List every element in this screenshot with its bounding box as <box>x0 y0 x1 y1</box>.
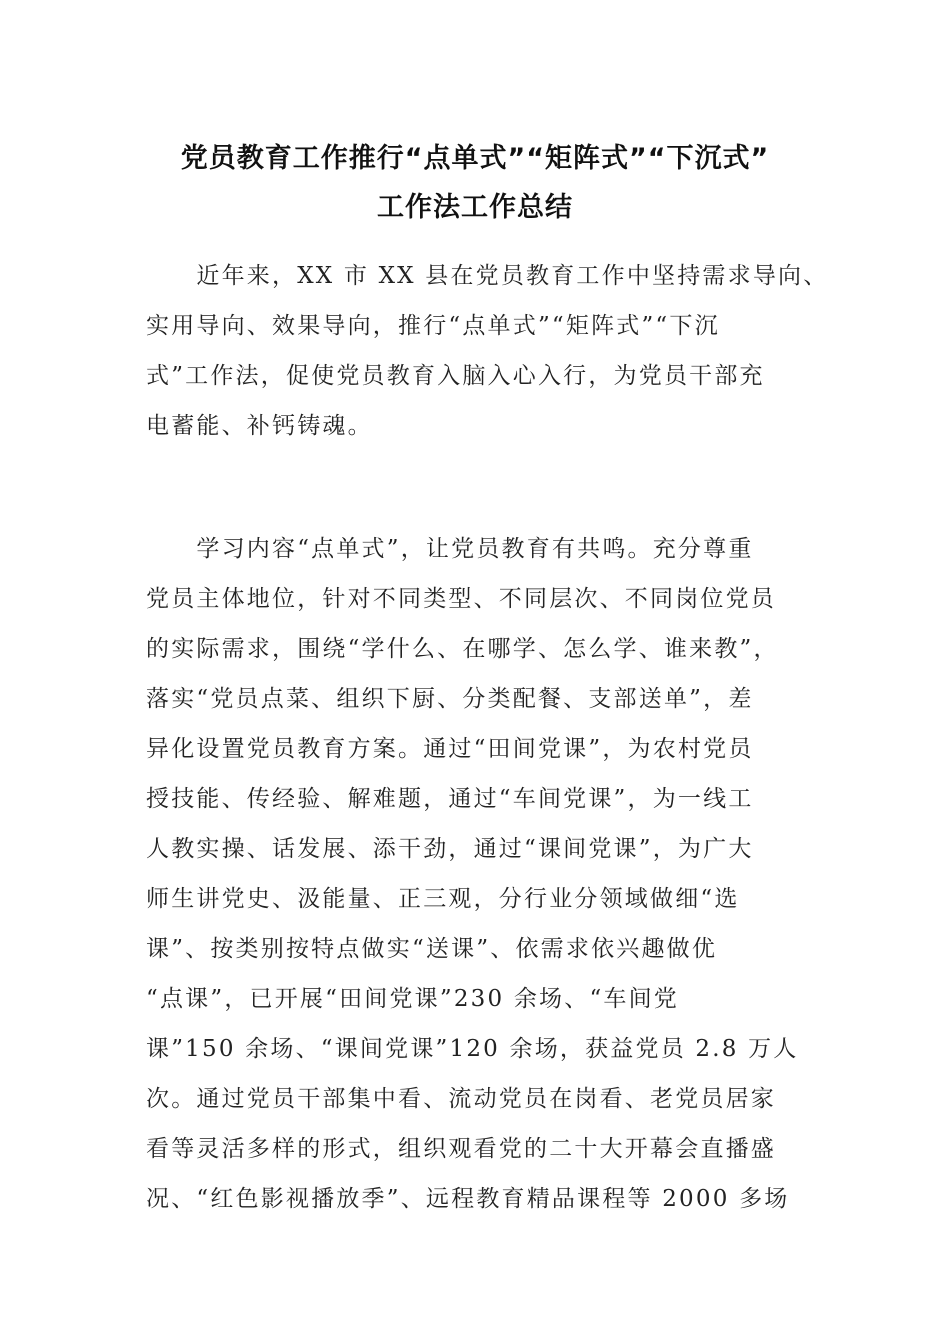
paragraph-line: 授技能、传经验、解难题，通过“车间党课”，为一线工 <box>146 786 754 812</box>
document-title-line-2: 工作法工作总结 <box>377 192 573 223</box>
paragraph-line: 异化设置党员教育方案。通过“田间党课”，为农村党员 <box>146 736 754 762</box>
paragraph-line: 次。通过党员干部集中看、流动党员在岗看、老党员居家 <box>146 1086 776 1112</box>
paragraph-line: 的实际需求，围绕“学什么、在哪学、怎么学、谁来教”， <box>146 636 779 662</box>
document-title-line-1: 党员教育工作推行“点单式”“矩阵式”“下沉式” <box>180 143 770 174</box>
paragraph-line: 师生讲党史、汲能量、正三观，分行业分领域做细“选 <box>146 886 740 912</box>
paragraph-line: 课”150 余场、“课间党课”120 余场，获益党员 2.8 万人 <box>146 1036 799 1062</box>
paragraph-learning-content <box>146 524 806 1224</box>
paragraph-line: 党员主体地位，针对不同类型、不同层次、不同岗位党员 <box>146 586 776 612</box>
paragraph-intro <box>146 251 829 451</box>
paragraph-line: 实用导向、效果导向，推行“点单式”“矩阵式”“下沉 <box>146 313 720 339</box>
paragraph-line: 看等灵活多样的形式，组织观看党的二十大开幕会直播盛 <box>146 1136 776 1162</box>
paragraph-line: 课”、按类别按特点做实“送课”、依需求依兴趣做优 <box>146 936 718 962</box>
paragraph-line: 人教实操、话发展、添干劲，通过“课间党课”，为广大 <box>146 836 754 862</box>
paragraph-line: “点课”，已开展“田间党课”230 余场、“车间党 <box>146 986 680 1012</box>
paragraph-line: 况、“红色影视播放季”、远程教育精品课程等 2000 多场 <box>146 1186 790 1212</box>
paragraph-line: 式”工作法，促使党员教育入脑入心入行，为党员干部充 <box>146 363 765 389</box>
paragraph-line: 落实“党员点菜、组织下厨、分类配餐、支部送单”，差 <box>146 686 754 712</box>
paragraph-line: 电蓄能、补钙铸魂。 <box>146 413 373 439</box>
paragraph-line: 近年来，XX 市 XX 县在党员教育工作中坚持需求导向、 <box>146 263 829 289</box>
paragraph-line: 学习内容“点单式”，让党员教育有共鸣。充分尊重 <box>146 536 754 562</box>
